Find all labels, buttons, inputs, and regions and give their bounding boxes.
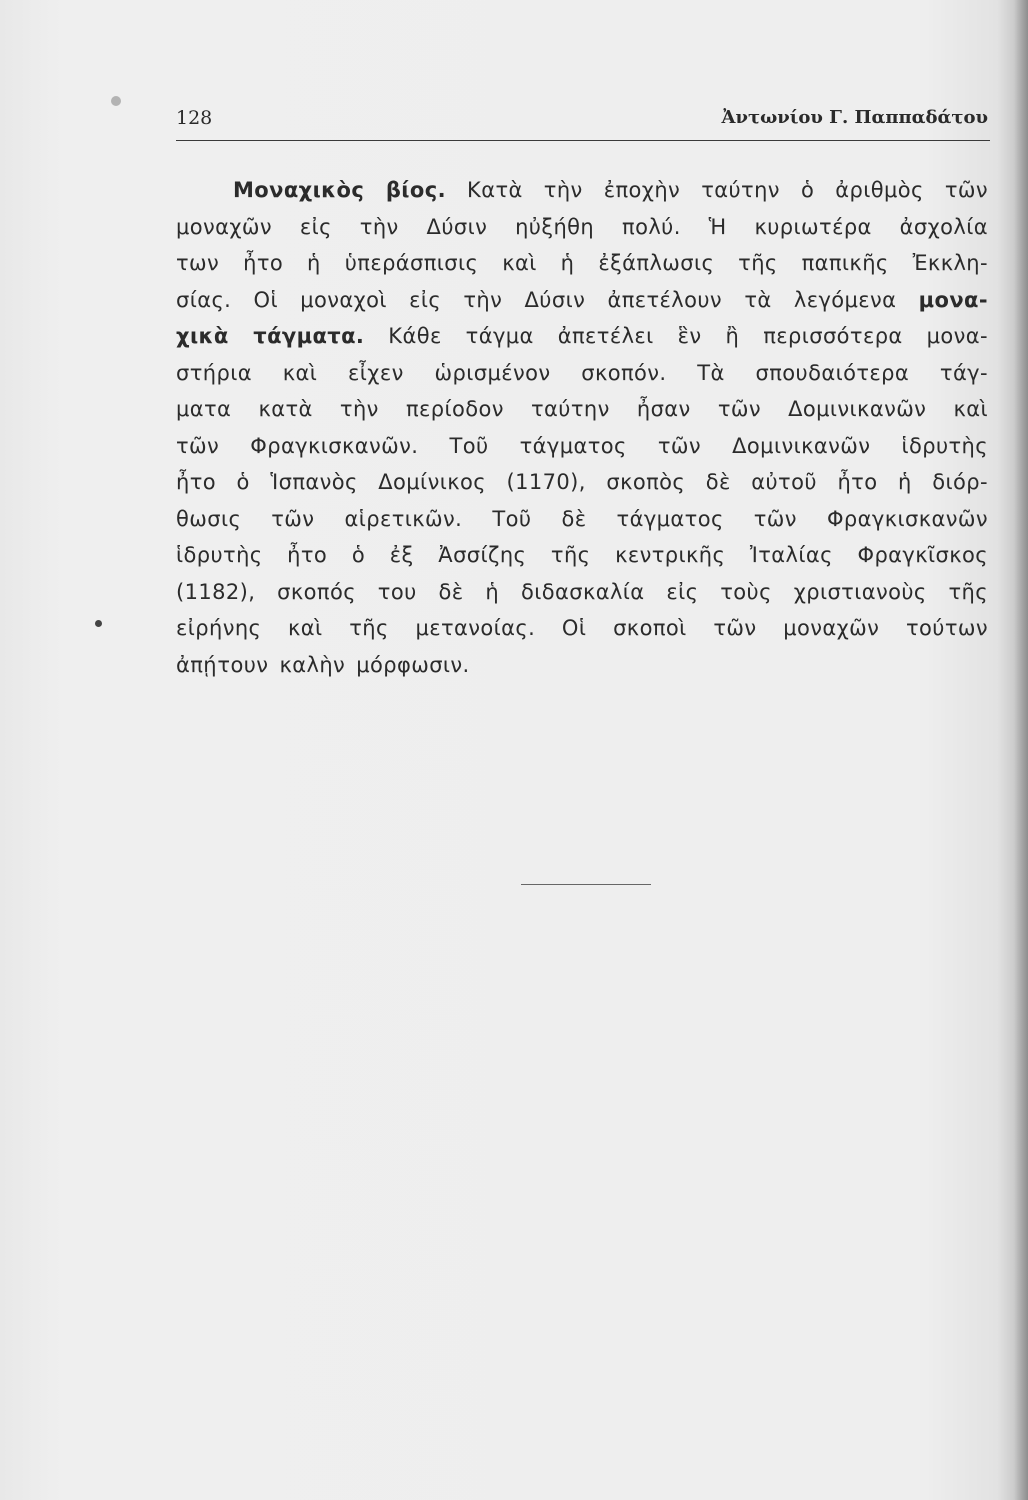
text-line: μοναχῶν εἰς τὴν Δύσιν ηὐξήθη πολύ. Ἡ κυριωτέρα ἀσχολία [176, 214, 988, 239]
text-line: ἱδρυτὴς ἦτο ὁ ἐξ Ἀσσίζης τῆς κεντρικῆς Ἰταλίας Φραγκῖσκος [176, 543, 988, 567]
text-line: τῶν Φραγκισκανῶν. Τοῦ τάγματος τῶν Δομινικανῶν ἱδρυτὴς [176, 433, 988, 458]
text-line: σίας. Οἱ μοναχοὶ εἰς τὴν Δύσιν ἀπετέλουν τὰ λεγόμενα μονα- [176, 287, 988, 312]
bold-term: μονα- [918, 287, 988, 312]
section-heading: Μοναχικὸς βίος. [233, 178, 446, 202]
text-line: θωσις τῶν αἱρετικῶν. Τοῦ δὲ τάγματος τῶν Φραγκισκανῶν [176, 506, 988, 531]
paragraph-monastic-life [176, 172, 988, 683]
page-binding-shadow [1014, 0, 1028, 1500]
page-number: 128 [176, 107, 213, 129]
print-speck [111, 96, 121, 106]
text-line-last: ἀπῄτουν καλὴν μόρφωσιν. [176, 652, 470, 677]
text-line: Μοναχικὸς βίος. Κατὰ τὴν ἐποχὴν ταύτην ὁ ἀριθμὸς τῶν [233, 178, 988, 202]
bold-term: χικὰ τάγματα. [176, 324, 365, 348]
text-line: (1182), σκοπός του δὲ ἡ διδασκαλία εἰς τοὺς χριστιανοὺς τῆς [176, 579, 988, 604]
text-line: στήρια καὶ εἶχεν ὡρισμένον σκοπόν. Τὰ σπουδαιότερα τάγ- [176, 360, 988, 385]
text-line: των ἦτο ἡ ὑπεράσπισις καὶ ἡ ἐξάπλωσις τῆς παπικῆς Ἐκκλη- [176, 251, 988, 275]
text-line: χικὰ τάγματα. Κάθε τάγμα ἀπετέλει ἓν ἢ περισσότερα μονα- [176, 324, 989, 348]
header-rule [176, 140, 990, 141]
running-head [176, 103, 988, 137]
text-line: ματα κατὰ τὴν περίοδον ταύτην ἦσαν τῶν Δομινικανῶν καὶ [176, 397, 988, 421]
section-end-rule [521, 884, 651, 885]
text-line: ἦτο ὁ Ἱσπανὸς Δομίνικος (1170), σκοπὸς δὲ αὐτοῦ ἦτο ἡ διόρ- [176, 470, 988, 494]
text-line: εἰρήνης καὶ τῆς μετανοίας. Οἱ σκοποὶ τῶν μοναχῶν τούτων [176, 616, 988, 640]
running-head-author: Ἀντωνίου Γ. Παππαδάτου [721, 107, 988, 128]
margin-speck [95, 620, 102, 627]
